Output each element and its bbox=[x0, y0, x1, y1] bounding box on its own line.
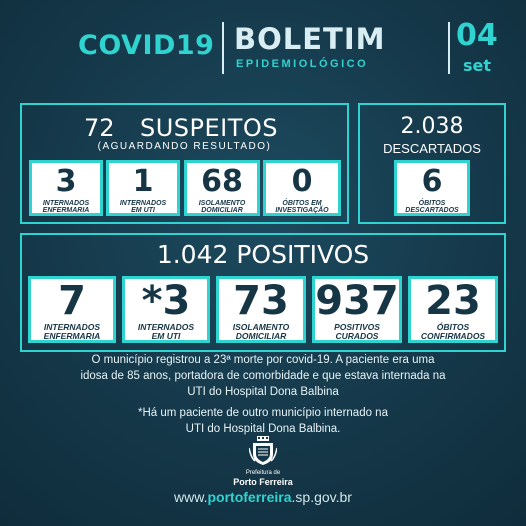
card-obitos-confirmados bbox=[408, 276, 498, 343]
website-link[interactable] bbox=[0, 489, 526, 505]
card-value: 23 bbox=[425, 278, 481, 324]
card-value: 0 bbox=[291, 164, 313, 199]
card-label: INTERNADOS ENFERMARIA bbox=[42, 200, 90, 215]
card-suspeitos-internados-uti bbox=[106, 160, 180, 216]
card-label: POSITIVOS CURADOS bbox=[334, 322, 380, 341]
note-paragraph-1: O município registrou a 23ª morte por covid-19. A paciente era uma idosa de 85 anos, portadora de comorbidade e que estava internada na UTI do Hospital Dona Balbina bbox=[80, 354, 446, 398]
covid-title: COVID19 bbox=[78, 30, 215, 61]
card-label: ISOLAMENTO DOMICILIAR bbox=[198, 200, 246, 215]
boletim-subtitle: EPIDEMIOLÓGICO bbox=[236, 58, 369, 70]
city-crest-icon bbox=[249, 436, 277, 466]
card-label: ÓBITOS DESCARTADOS bbox=[405, 200, 459, 215]
date-day: 04 bbox=[456, 18, 498, 53]
suspeitos-label: SUSPEITOS bbox=[140, 114, 279, 142]
boletim-title: BOLETIM bbox=[234, 22, 386, 56]
descartados-count: 2.038 bbox=[400, 114, 464, 139]
note-paragraph-2: *Há um paciente de outro município internado na UTI do Hospital Dona Balbina. bbox=[138, 407, 388, 435]
positivos-title: 1.042 POSITIVOS bbox=[156, 240, 370, 269]
header bbox=[0, 18, 526, 80]
url-suffix: .sp.gov.br bbox=[291, 489, 352, 505]
card-positivos-curados bbox=[312, 276, 402, 343]
card-label: ISOLAMENTO DOMICILIAR bbox=[232, 322, 290, 341]
city-name: Porto Ferreira bbox=[233, 477, 293, 487]
card-suspeitos-isolamento bbox=[184, 160, 260, 216]
card-value: 7 bbox=[58, 278, 86, 324]
card-label: ÓBITOS CONFIRMADOS bbox=[420, 322, 486, 341]
card-label: INTERNADOS EM UTI bbox=[137, 322, 195, 341]
descartados-label: DESCARTADOS bbox=[383, 141, 481, 156]
header-divider bbox=[222, 22, 224, 74]
url-main: portoferreira bbox=[207, 489, 292, 505]
prefeitura-label: Prefeitura de bbox=[245, 470, 281, 476]
card-suspeitos-obitos-investigacao bbox=[263, 160, 341, 216]
suspeitos-count: 72 bbox=[84, 114, 115, 142]
card-label: INTERNADOS EM UTI bbox=[119, 200, 167, 215]
card-suspeitos-internados-enfermaria bbox=[29, 160, 103, 216]
card-positivos-internados-uti bbox=[122, 276, 210, 343]
card-positivos-internados-enfermaria bbox=[28, 276, 116, 343]
date-month: set bbox=[463, 56, 492, 75]
card-value: 3 bbox=[55, 164, 77, 199]
card-value: 68 bbox=[201, 164, 243, 199]
card-label: INTERNADOS ENFERMARIA bbox=[43, 322, 101, 341]
suspeitos-sublabel: (AGUARDANDO RESULTADO) bbox=[97, 141, 272, 152]
card-value: 937 bbox=[315, 278, 399, 324]
card-positivos-isolamento bbox=[216, 276, 306, 343]
card-value: *3 bbox=[141, 278, 191, 324]
card-label: ÓBITOS EM INVESTIGAÇÃO bbox=[275, 200, 329, 215]
card-value: 73 bbox=[233, 278, 289, 324]
date-divider bbox=[448, 22, 450, 74]
card-value: 6 bbox=[421, 164, 443, 199]
card-obitos-descartados bbox=[394, 160, 470, 216]
url-prefix: www. bbox=[174, 489, 208, 505]
card-value: 1 bbox=[132, 164, 154, 199]
